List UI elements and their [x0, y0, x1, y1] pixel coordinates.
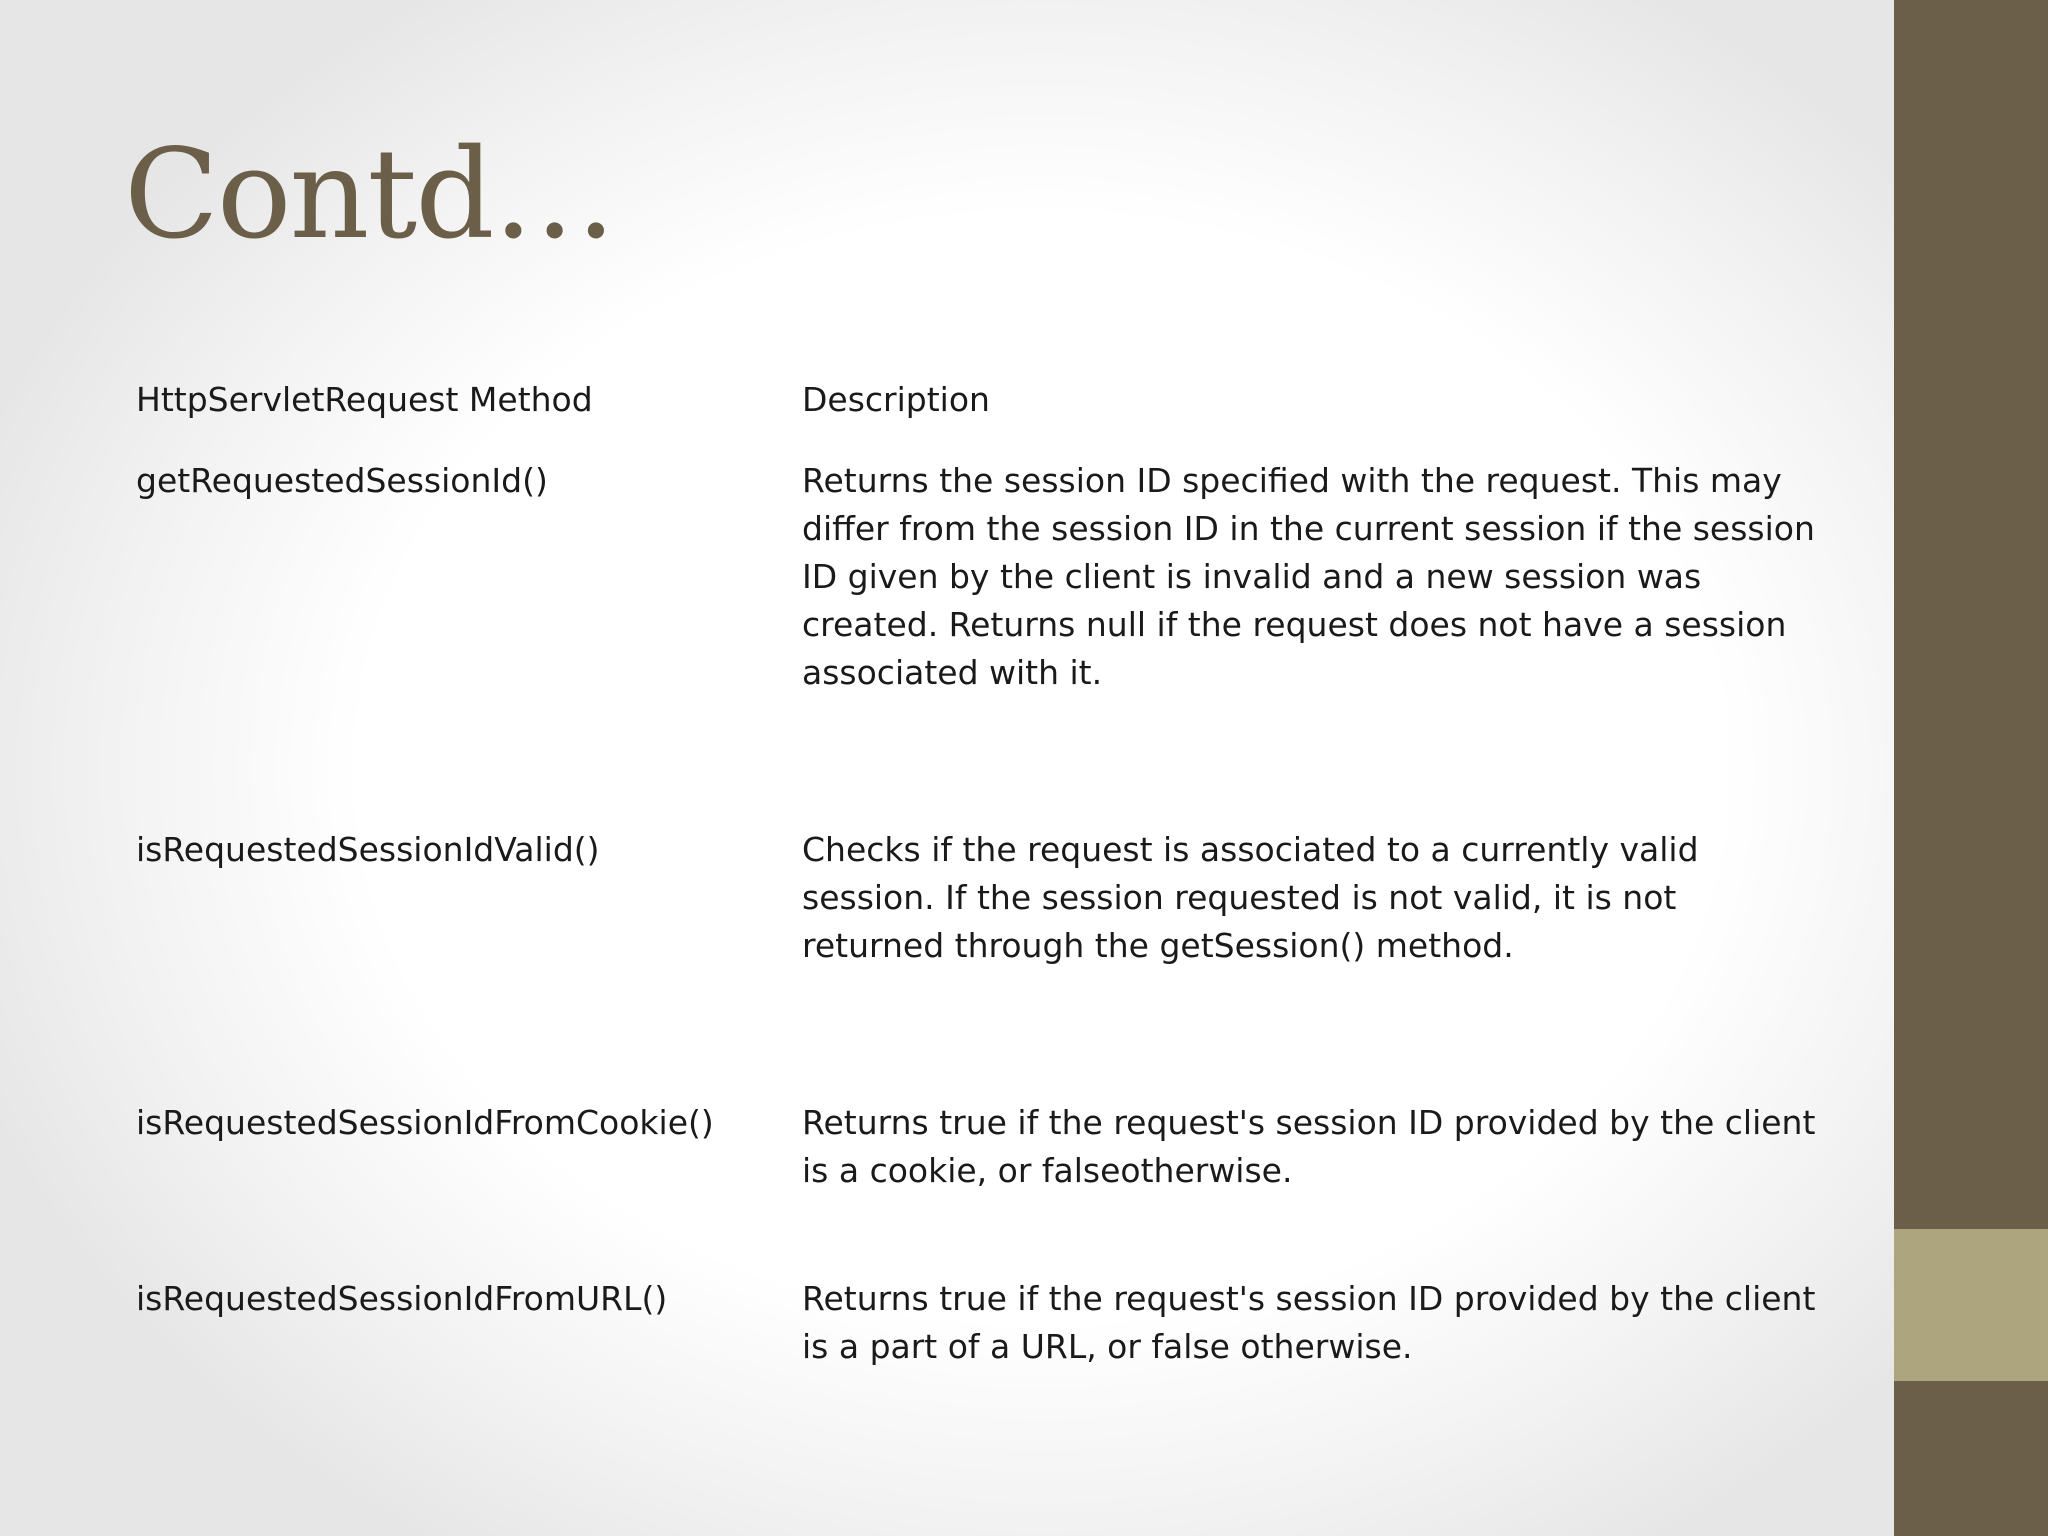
header-description: Description	[802, 380, 990, 419]
decorative-side-accent	[1894, 1229, 2048, 1381]
row-method: isRequestedSessionIdFromCookie()	[136, 1103, 714, 1142]
row-description: Returns the session ID specified with the request. This may differ from the session ID in the current session if the session ID given by the client is invalid and a new session was created. Returns null if the request does not have a session associated with it.	[802, 461, 1815, 692]
row-description: Returns true if the request's session ID provided by the client is a cookie, or falseotherwise.	[802, 1103, 1816, 1190]
slide-title: Contd…	[124, 123, 615, 267]
row-method: isRequestedSessionIdValid()	[136, 830, 600, 869]
row-method: getRequestedSessionId()	[136, 461, 548, 500]
row-description: Checks if the request is associated to a currently valid session. If the session requested is not valid, it is not returned through the getSession() method.	[802, 830, 1699, 965]
row-method: isRequestedSessionIdFromURL()	[136, 1279, 668, 1318]
header-method: HttpServletRequest Method	[136, 380, 593, 419]
row-description: Returns true if the request's session ID provided by the client is a part of a URL, or false otherwise.	[802, 1279, 1816, 1366]
